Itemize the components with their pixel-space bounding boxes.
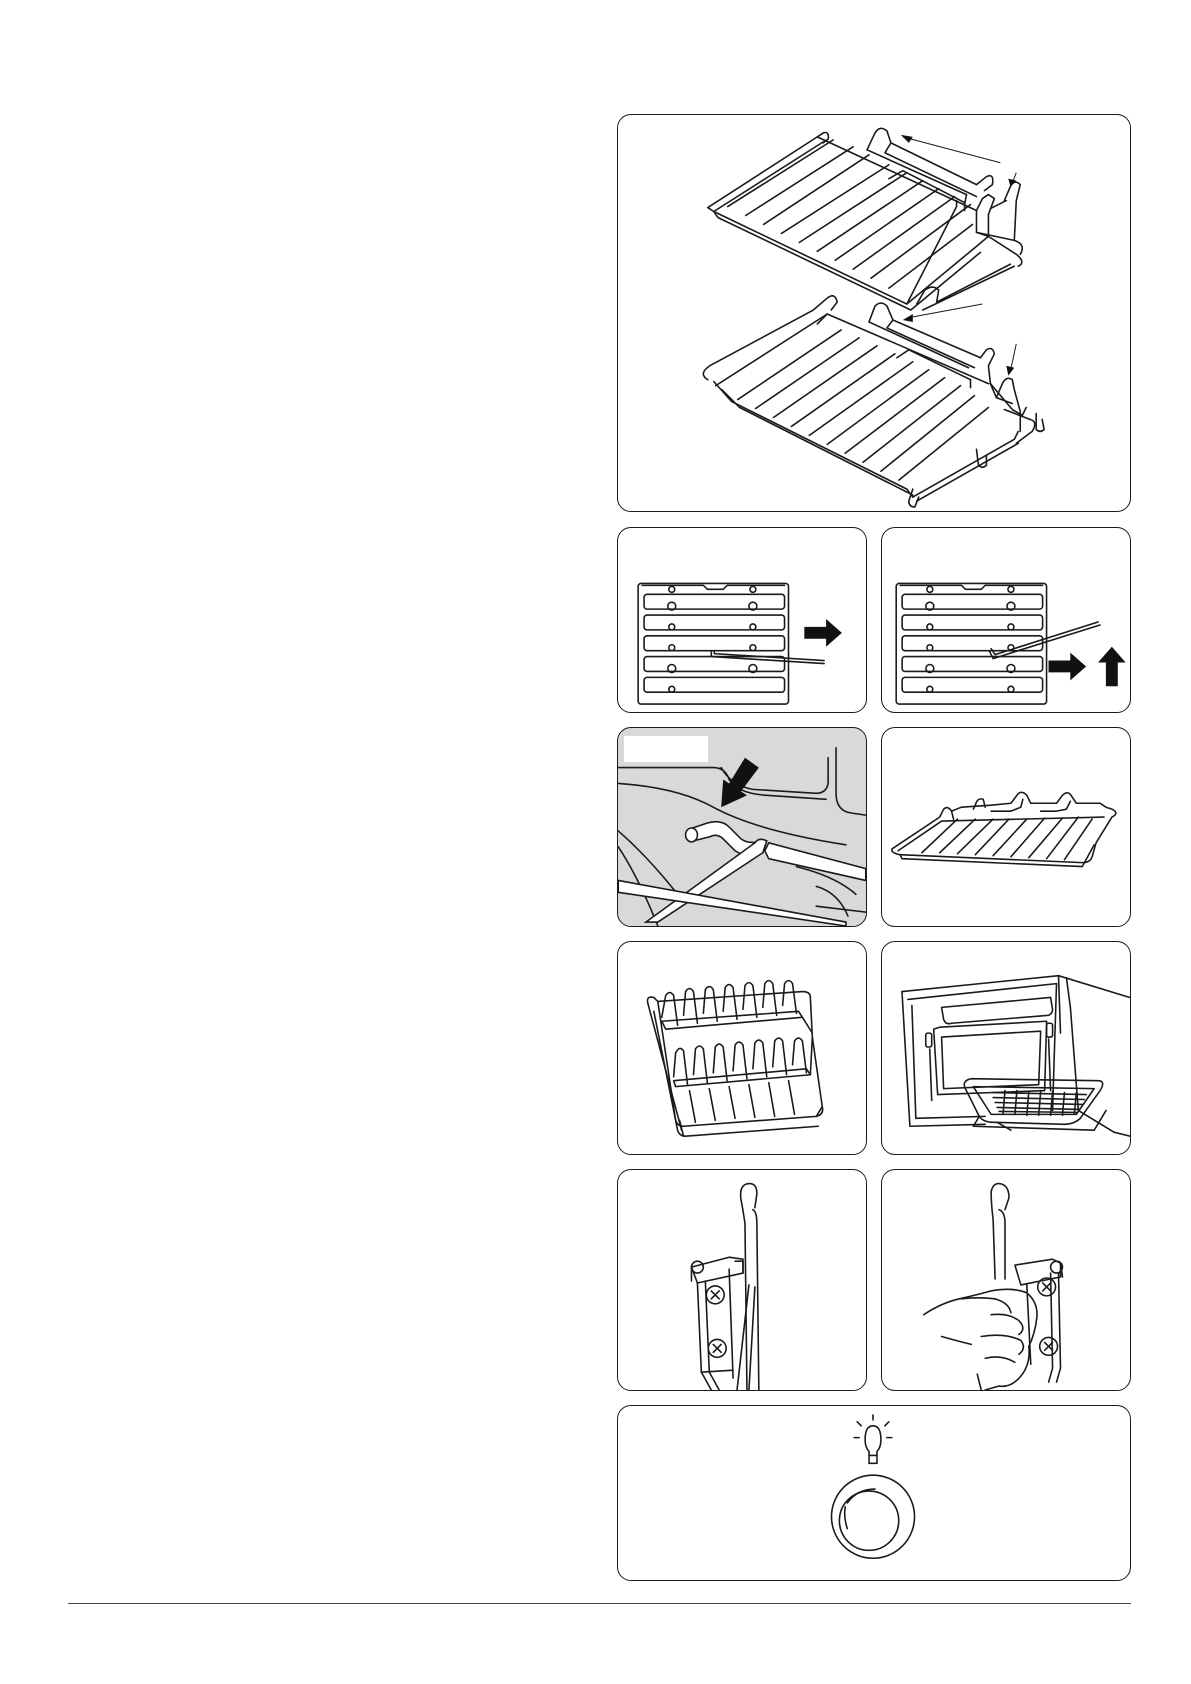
figure-flat-shelf — [881, 727, 1131, 927]
figure-label-box — [624, 736, 708, 762]
hinge-icon — [618, 1170, 866, 1390]
figure-shelf-stop-closeup — [617, 727, 867, 927]
figure-plate-rack — [617, 941, 867, 1155]
flat-shelf-icon — [882, 728, 1130, 926]
figure-grill-pan-in-oven — [881, 941, 1131, 1155]
figure-side-rail-remove-step-1 — [617, 527, 867, 713]
footer-rule — [68, 1603, 1131, 1604]
figure-side-rail-remove-step-2 — [881, 527, 1131, 713]
figure-door-hinge-right-hand — [881, 1169, 1131, 1391]
grill-pan-icon — [882, 942, 1130, 1154]
hinge-with-hand-icon — [882, 1170, 1130, 1390]
figure-oven-light-control — [617, 1405, 1131, 1581]
figure-door-hinge-left — [617, 1169, 867, 1391]
figure-shelves-top-and-bottom — [617, 114, 1131, 512]
side-rail-lift-icon — [882, 528, 1130, 712]
side-rail-slide-icon — [618, 528, 866, 712]
plate-rack-icon — [618, 942, 866, 1154]
oven-shelves-icon — [618, 115, 1130, 511]
light-knob-icon — [618, 1406, 1130, 1580]
